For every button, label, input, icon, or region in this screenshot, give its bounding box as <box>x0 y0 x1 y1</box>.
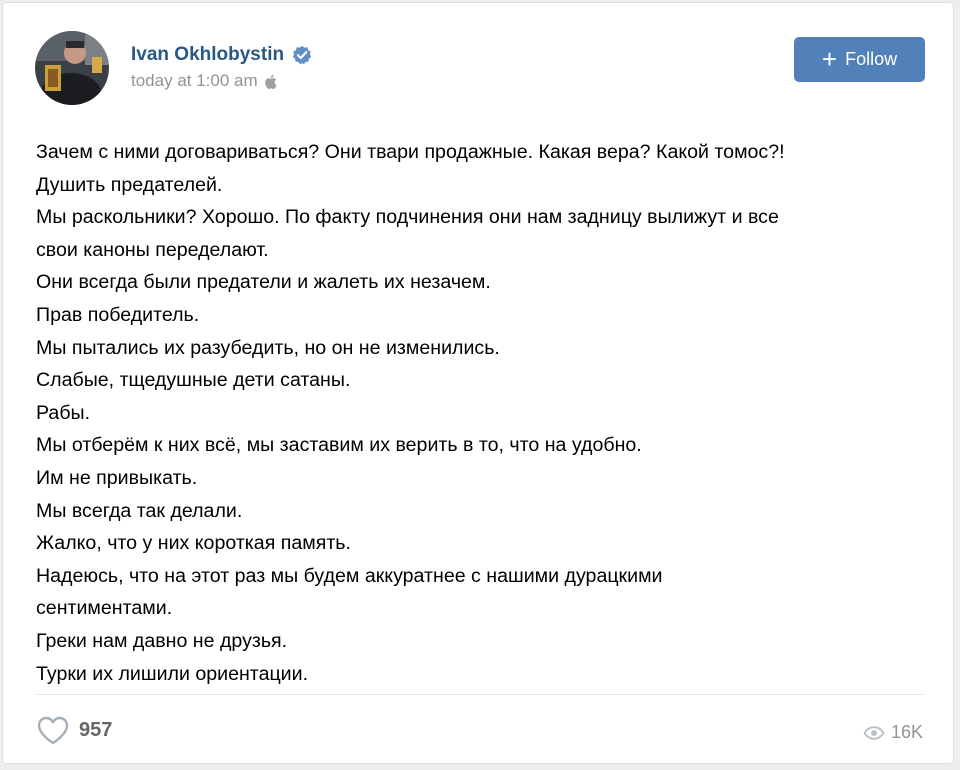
like-count: 957 <box>79 719 113 741</box>
post-line: Греки нам давно не друзья. <box>36 629 288 652</box>
post-line: Мы всегда так делали. <box>36 499 243 522</box>
post-line: Душить предателей. <box>36 173 223 196</box>
post-line: Надеюсь, что на этот раз мы будем аккуратнее с нашими дурацкими <box>36 564 663 587</box>
author-avatar[interactable] <box>35 31 109 105</box>
post-line: Мы пытались их разубедить, но он не изменились. <box>36 336 500 359</box>
eye-icon <box>863 726 885 740</box>
post-line: Мы раскольники? Хорошо. По факту подчинения они нам задницу вылижут и все <box>36 206 779 229</box>
like-button[interactable] <box>37 716 112 745</box>
post-meta <box>131 71 277 91</box>
post-time[interactable]: today at 1:00 am <box>131 71 258 90</box>
follow-button[interactable] <box>794 37 925 82</box>
footer-divider <box>35 694 925 695</box>
author-name[interactable]: Ivan Okhlobystin <box>131 44 285 65</box>
post-line: Турки их лишили ориентации. <box>36 662 309 685</box>
views-count: 16K <box>890 722 923 742</box>
post-line: Зачем с ними договариваться? Они твари продажные. Какая вера? Какой томос?! <box>36 141 785 163</box>
post-line: Им не привыкать. <box>36 466 198 489</box>
post-line: Они всегда были предатели и жалеть их незачем. <box>36 271 491 294</box>
post-text <box>36 136 926 690</box>
post-line: Прав победитель. <box>36 303 200 326</box>
follow-label: Follow <box>845 49 898 69</box>
post-line: Мы отберём к них всё, мы заставим их верить в то, что на удобно. <box>36 434 642 457</box>
post-line: свои каноны переделают. <box>36 238 269 261</box>
post-line: Жалко, что у них короткая память. <box>36 532 351 555</box>
post-line: Рабы. <box>36 401 91 424</box>
post-card <box>2 2 954 764</box>
apple-icon <box>264 74 277 89</box>
post-line: сентиментами. <box>36 597 173 620</box>
heart-icon <box>37 716 69 745</box>
verified-badge-icon <box>292 45 312 65</box>
avatar-image <box>35 31 109 105</box>
post-line: Слабые, тщедушные дети сатаны. <box>36 369 351 392</box>
plus-icon: + <box>821 43 838 74</box>
author-name-link[interactable] <box>131 44 312 66</box>
views-counter <box>863 722 923 743</box>
